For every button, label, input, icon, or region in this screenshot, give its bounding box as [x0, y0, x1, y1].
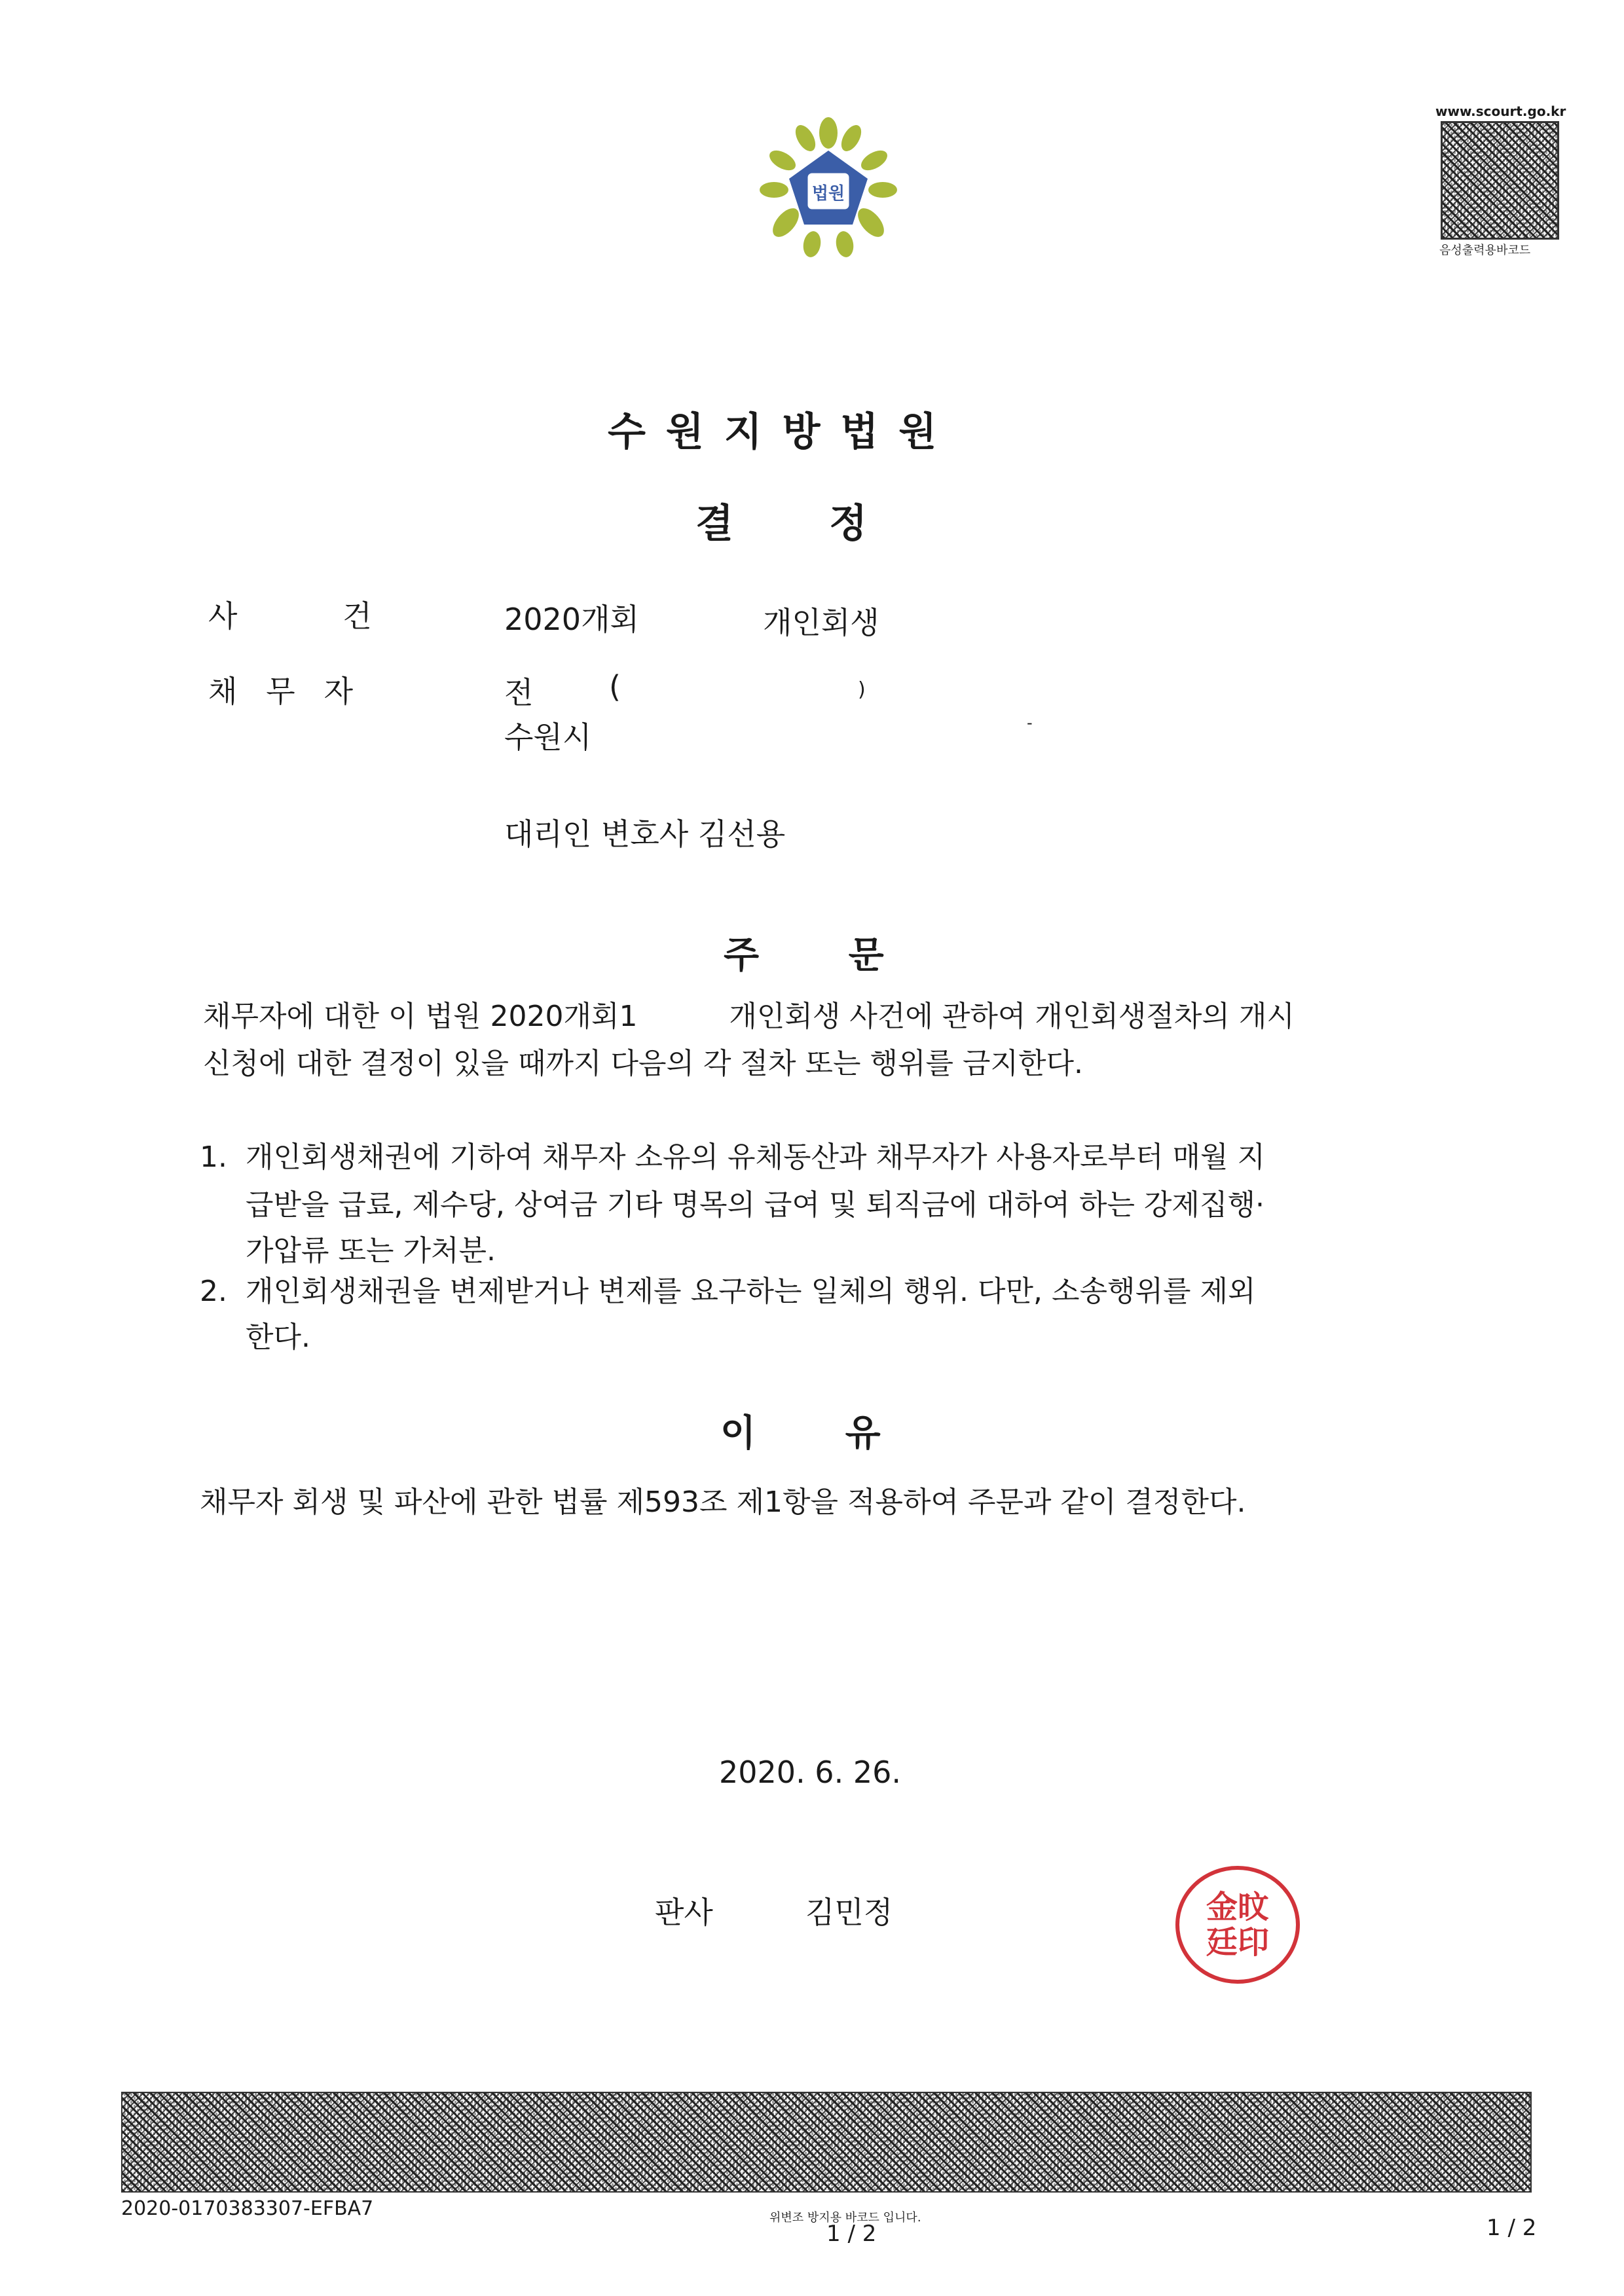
court-emblem-text: 법원 [811, 184, 845, 204]
debtor-paren-close: ) [858, 678, 866, 701]
order-intro-line1: 채무자에 대한 이 법원 2020개회1 개인회생 사건에 관하여 개인회생절차의 개시 [203, 1000, 1295, 1033]
order-item1-line1: 개인회생채권에 기하여 채무자 소유의 유체동산과 채무자가 사용자로부터 매월 지 [246, 1140, 1266, 1174]
order-item1-line3: 가압류 또는 가처분. [246, 1234, 496, 1267]
judge-seal [1175, 1866, 1300, 1984]
qr-caption: 음성출력용바코드 [1439, 244, 1531, 257]
order-item2-line2: 한다. [246, 1321, 310, 1354]
qr-url: www.scourt.go.kr [1435, 103, 1566, 119]
anti-forgery-barcode [121, 2092, 1532, 2193]
anti-forgery-note: 위변조 방지용 바코드 입니다. [769, 2211, 921, 2225]
order-heading: 주 문 [724, 934, 884, 977]
court-emblem [760, 115, 897, 259]
decision-date: 2020. 6. 26. [719, 1755, 901, 1790]
case-label: 사 건 [208, 598, 372, 634]
reason-heading: 이 유 [720, 1412, 881, 1455]
debtor-address-mark: - [1027, 714, 1033, 732]
case-number: 2020개회 [504, 602, 639, 637]
page-number-center: 1 / 2 [826, 2221, 877, 2247]
order-item2-line1: 개인회생채권을 변제받거나 변제를 요구하는 일체의 행위. 다만, 소송행위를 제외 [246, 1275, 1256, 1308]
debtor-address: 수원시 [504, 720, 592, 755]
order-item1-line2: 급받을 급료, 제수당, 상여금 기타 명목의 급여 및 퇴직금에 대하여 하는 강제집행· [246, 1188, 1264, 1222]
debtor-paren-open: ( [609, 669, 621, 704]
order-item2-number: 2. [200, 1275, 227, 1308]
case-type: 개인회생 [763, 605, 879, 640]
reason-text: 채무자 회생 및 파산에 관한 법률 제593조 제1항을 적용하여 주문과 같이 결정한다. [200, 1485, 1246, 1519]
page-number-right: 1 / 2 [1486, 2215, 1537, 2241]
judge-seal-text: 金旼廷印 [1206, 1889, 1269, 1961]
voice-output-barcode [1441, 121, 1559, 240]
debtor-label: 채 무 자 [208, 674, 354, 709]
order-intro-line2: 신청에 대한 결정이 있을 때까지 다음의 각 절차 또는 행위를 금지한다. [203, 1047, 1083, 1080]
judge-title: 판사 [655, 1895, 713, 1930]
debtor-name: 전 [504, 675, 534, 710]
debtor-agent: 대리인 변호사 김선용 [504, 816, 786, 852]
document-type: 결 정 [695, 501, 868, 547]
document-id: 2020-0170383307-EFBA7 [121, 2197, 374, 2220]
judge-name: 김민정 [805, 1895, 893, 1930]
court-name: 수 원 지 방 법 원 [608, 409, 937, 455]
order-item1-number: 1. [200, 1140, 227, 1174]
